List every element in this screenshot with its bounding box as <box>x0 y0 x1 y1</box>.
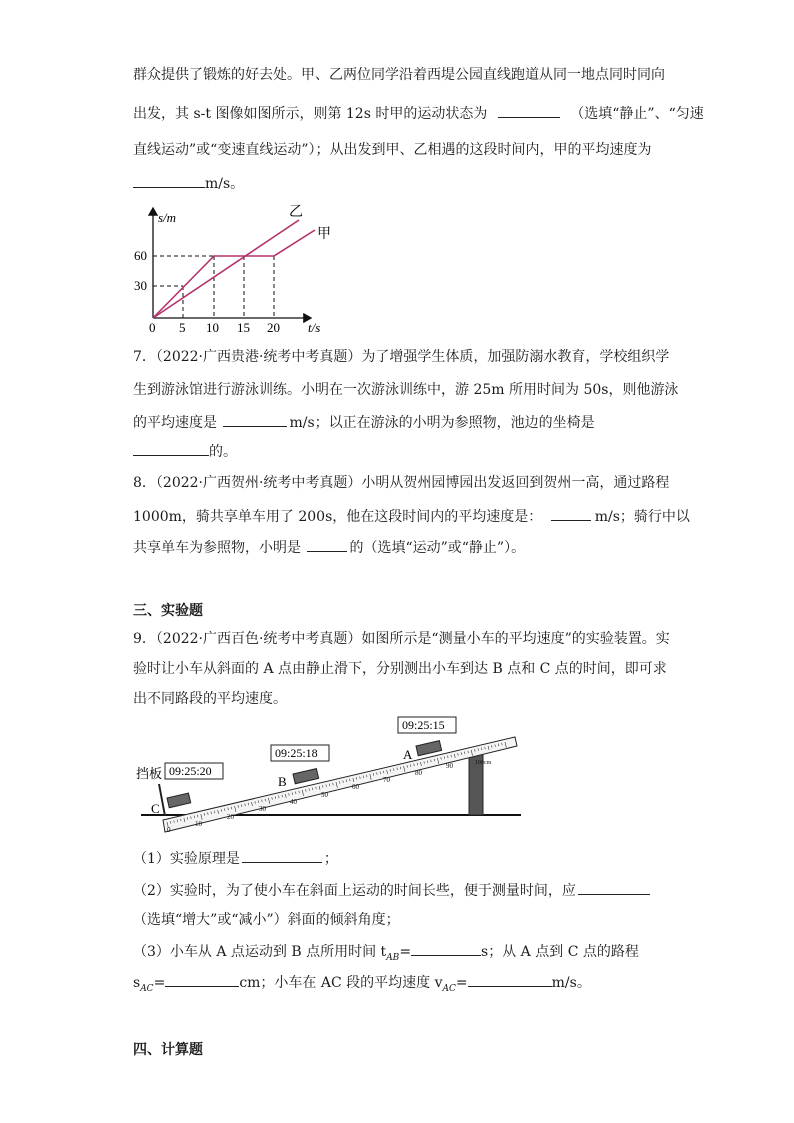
q9-sub1 <box>133 848 338 869</box>
q9-line3: 出不同路段的平均速度。 <box>133 691 287 707</box>
section-4-heading: 四、计算题 <box>133 1042 203 1058</box>
q8-line3 <box>133 537 525 558</box>
y-tick-30: 30 <box>134 278 147 293</box>
q6-line4-tail: m/s。 <box>205 176 245 192</box>
timer-c: 09:25:20 <box>169 764 212 778</box>
q8-line3-tail: 的（选填“运动”或“静止”）。 <box>349 540 526 556</box>
q6-line2-text: 出发，其 s-t 图像如图所示，则第 12s 时甲的运动状态为 <box>133 106 488 122</box>
q9-sub3-text: （3）小车从 A 点运动到 B 点所用时间 t <box>133 944 387 960</box>
q9-sub1-text: （1）实验原理是 <box>133 851 240 867</box>
incline-ruler <box>163 737 517 832</box>
q9-blank-sac[interactable] <box>165 972 239 987</box>
q7-blank-speed[interactable] <box>223 412 287 427</box>
q8-blank-speed[interactable] <box>551 506 591 521</box>
baffle <box>159 784 165 816</box>
point-c-label: C <box>151 801 160 816</box>
q7-line3-tail: m/s；以正在游泳的小明为参照物，池边的坐椅是 <box>289 415 595 431</box>
q6-line2-tail: （选填“静止”、“匀速 <box>570 106 704 122</box>
q8-line2-text: 1000m，骑共享单车用了 200s，他在这段时间内的平均速度是： <box>133 509 543 525</box>
q6-line2 <box>133 103 704 124</box>
q7-line3 <box>133 412 595 433</box>
q9-sub3-line2 <box>133 972 591 999</box>
label-jia: 甲 <box>317 227 331 242</box>
cart-a <box>416 741 442 756</box>
q9-vac-subscript: AC <box>442 983 456 994</box>
scale-50: 50 <box>321 791 328 799</box>
q9-sub2 <box>133 880 650 901</box>
support-block <box>469 748 483 815</box>
q9-blank-principle[interactable] <box>242 848 322 863</box>
q9-vac-eq: = <box>455 975 468 991</box>
x-tick-15: 15 <box>237 320 250 335</box>
scale-60: 60 <box>352 783 359 791</box>
q7-line3-text: 的平均速度是 <box>133 415 217 431</box>
q9-sub1-tail: ； <box>323 851 338 867</box>
q9-sac-subscript: AC <box>140 983 154 994</box>
incline-apparatus <box>133 712 533 842</box>
q8-line3-text: 共享单车为参照物，小明是 <box>133 540 301 556</box>
q9-sub3-subscript: AB <box>386 952 400 963</box>
label-yi: 乙 <box>289 205 303 220</box>
q6-line1: 群众提供了锻炼的好去处。甲、乙两位同学沿着西堤公园直线跑道从同一地点同时同向 <box>133 67 665 83</box>
q7-line4 <box>133 441 237 462</box>
q8-line1: 8．（2022·广西贺州·统考中考真题）小明从贺州园博园出发返回到贺州一高，通过路程 <box>133 475 670 491</box>
cart-b <box>293 769 319 784</box>
q9-blank-vac[interactable] <box>468 972 552 987</box>
q7-blank-state[interactable] <box>133 441 209 456</box>
origin-label: 0 <box>149 320 156 335</box>
q9-blank-angle[interactable] <box>578 880 650 895</box>
x-axis-label: t/s <box>308 320 321 335</box>
line-jia <box>153 230 315 318</box>
q9-line2: 验时让小车从斜面的 A 点由静止滑下，分别测出小车到达 B 点和 C 点的时间，即可求 <box>133 661 667 677</box>
q7-line4-tail: 的。 <box>209 444 237 460</box>
q7-line2: 生到游泳馆进行游泳训练。小明在一次游泳训练中，游 25m 所用时间为 50s，则他游泳 <box>133 382 679 398</box>
scale-unit: 100cm <box>475 760 492 766</box>
x-tick-10: 10 <box>206 320 219 335</box>
q9-sub3 <box>133 941 639 968</box>
q9-sub3-eq: = <box>399 944 412 960</box>
point-b-label: B <box>278 774 287 789</box>
scale-10: 10 <box>195 820 202 828</box>
scale-90: 90 <box>446 762 453 770</box>
q9-blank-tab[interactable] <box>411 941 481 956</box>
x-tick-5: 5 <box>179 320 186 335</box>
scale-0: 0 <box>167 826 171 834</box>
q6-line3: 直线运动”或“变速直线运动”）；从出发到甲、乙相遇的这段时间内，甲的平均速度为 <box>133 142 652 158</box>
st-graph <box>133 200 343 340</box>
scale-70: 70 <box>383 776 390 784</box>
x-tick-20: 20 <box>267 320 280 335</box>
q9-sac-eq: = <box>153 975 166 991</box>
q7-line1: 7．（2022·广西贵港·统考中考真题）为了增强学生体质，加强防溺水教育，学校组织学 <box>133 349 670 365</box>
q8-line2-tail: m/s；骑行中以 <box>594 509 690 525</box>
q9-line1: 9．（2022·广西百色·统考中考真题）如图所示是“测量小车的平均速度”的实验装置。实 <box>133 631 670 647</box>
scale-30: 30 <box>259 805 266 813</box>
baffle-label: 挡板 <box>136 766 163 781</box>
q8-blank-state[interactable] <box>307 537 347 552</box>
section-3-heading: 三、实验题 <box>133 603 203 619</box>
q6-line4 <box>133 173 244 194</box>
q6-blank-state[interactable] <box>498 103 560 118</box>
y-tick-60: 60 <box>134 248 147 263</box>
q9-sac-tail: cm；小车在 AC 段的平均速度 v <box>239 975 443 991</box>
cart-c <box>167 793 191 808</box>
scale-80: 80 <box>415 769 422 777</box>
scale-20: 20 <box>227 813 234 821</box>
q6-blank-speed[interactable] <box>133 173 205 188</box>
q9-sub2-line2: （选填“增大”或“减小”）斜面的倾斜角度； <box>133 912 400 928</box>
point-a-label: A <box>403 747 413 762</box>
y-axis-label: s/m <box>158 210 177 225</box>
timer-b: 09:25:18 <box>275 746 318 760</box>
q9-sac-s: s <box>133 975 141 991</box>
scale-40: 40 <box>290 798 297 806</box>
q9-sub3-tail: s；从 A 点到 C 点的路程 <box>481 944 639 960</box>
q8-line2 <box>133 506 690 527</box>
q9-vac-tail: m/s。 <box>551 975 591 991</box>
q9-sub2-text: （2）实验时，为了使小车在斜面上运动的时间长些，便于测量时间，应 <box>133 883 576 899</box>
timer-a: 09:25:15 <box>402 718 445 732</box>
line-yi <box>153 220 299 318</box>
